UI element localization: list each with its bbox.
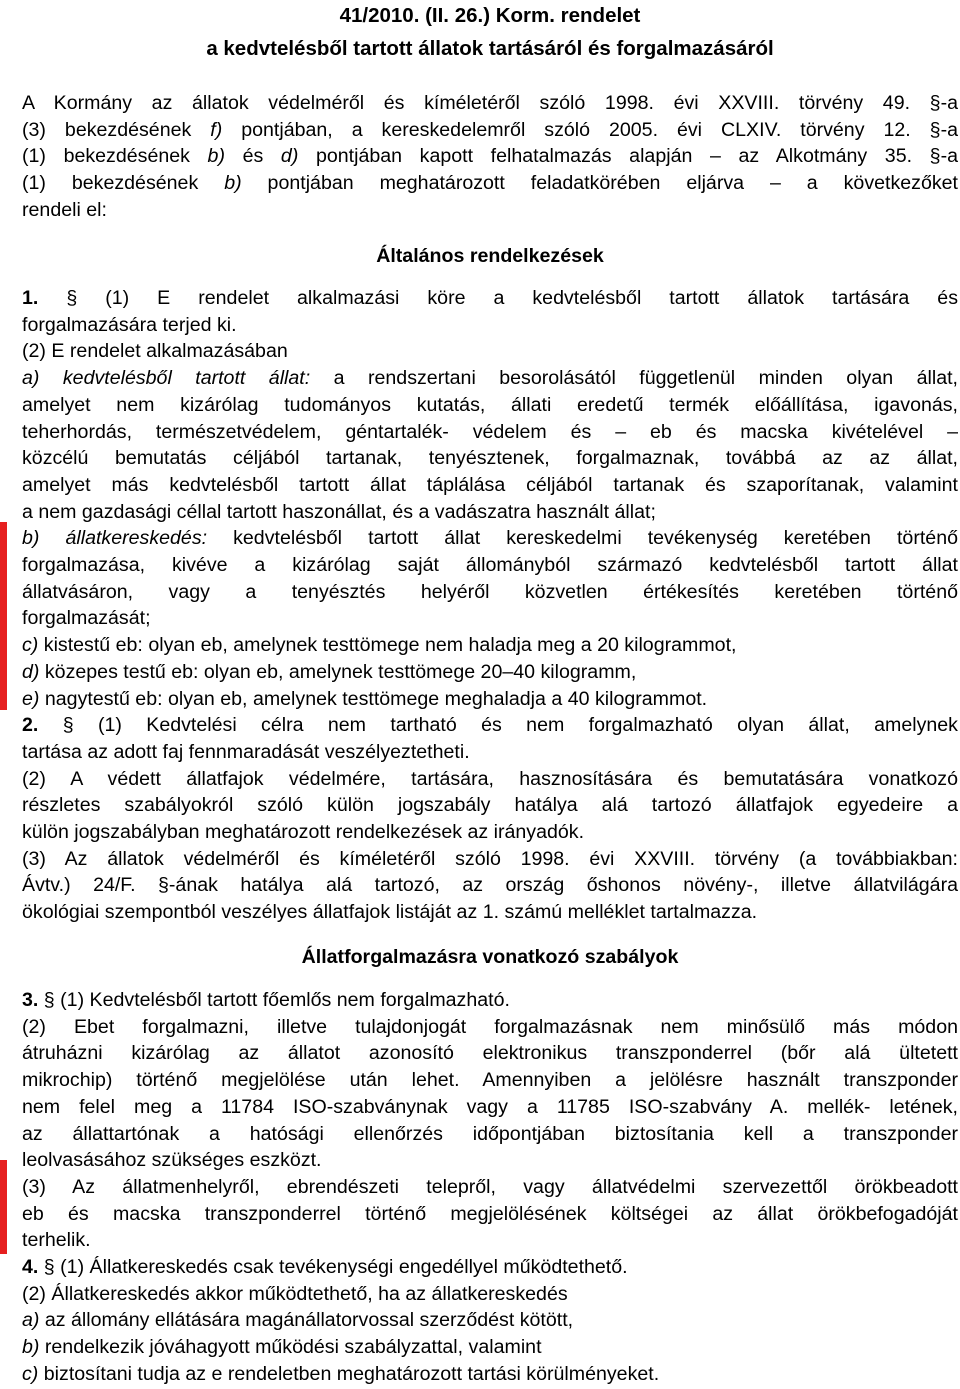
paragraph-line: 4. § (1) Állatkereskedés csak tevékenységi engedéllyel működtethető.	[22, 1256, 628, 1278]
paragraph-line: amelyet más kedvtelésből tartott állat táplálása céljából tartanak és szaporítanak, valamint	[22, 473, 958, 496]
paragraph-line: 1. § (1) E rendelet alkalmazási köre a kedvtelésből tartott állatok tartására és	[22, 287, 959, 309]
paragraph-line: terhelik.	[22, 1229, 91, 1252]
paragraph-line: (3) Az állatok védelméről és kíméletéről szóló 1998. évi XXVIII. törvény (a továbbiakban:	[22, 847, 958, 870]
paragraph-line: b) rendelkezik jóváhagyott működési szabályzattal, valamint	[22, 1336, 542, 1359]
paragraph-line: külön jogszabályban meghatározott rendelkezések az irányadók.	[22, 821, 585, 843]
preamble-line: (3) bekezdésének f) pontjában, a kereskedelemről szóló 2005. évi CLXIV. törvény 12. §-a	[22, 118, 959, 141]
paragraph-line: az állattartónak a hatósági ellenőrzés időpontjában biztosítania kell a transzponder	[22, 1122, 958, 1145]
paragraph-line: a) kedvtelésből tartott állat: a rendszertani besorolásától függetlenül minden olyan állat,	[22, 367, 958, 390]
paragraph-line: b) állatkereskedés: kedvtelésből tartott állat kereskedelmi tevékenység keretében történő	[22, 527, 958, 550]
paragraph-line: (2) Állatkereskedés akkor működtethető, ha az állatkereskedés	[22, 1282, 568, 1305]
paragraph-line: teherhordás, természetvédelem, géntartalék- védelem és – eb és macska kivételével –	[22, 420, 958, 443]
paragraph-line: közcélú bemutatás céljából tartanak, tenyésztenek, forgalmaznak, továbbá az az állat,	[22, 447, 958, 470]
paragraph-line: eb és macska transzponderrel történő megjelölésének költségei az állat örökbefogadóját	[22, 1202, 958, 1225]
paragraph-line: leolvasásához szükséges eszközt.	[22, 1149, 322, 1172]
preamble-line: rendeli el:	[22, 198, 107, 221]
paragraph-line: mikrochip) történő megjelölése után lehet. Amennyiben a jelölésre használt transzponder	[22, 1069, 958, 1092]
paragraph-line: forgalmazását;	[22, 607, 151, 630]
paragraph-line: 3. § (1) Kedvtelésből tartott főemlős nem forgalmazható.	[22, 989, 510, 1011]
paragraph-line: a) az állomány ellátására magánállatorvossal szerződést kötött,	[22, 1309, 574, 1332]
paragraph-line: (2) Ebet forgalmazni, illetve tulajdonjogát forgalmazásnak nem minősülő más módon	[22, 1015, 958, 1038]
paragraph-line: állatvásáron, vagy a tenyésztés helyéről közvetlen értékesítés keretében történő	[22, 580, 958, 603]
paragraph-line: amelyet nem kizárólag tudományos kutatás, állati eredetű termék előállítása, igavonás,	[22, 393, 958, 416]
paragraph-line: c) kistestű eb: olyan eb, amelynek testtömege nem haladja meg a 20 kilogrammot,	[22, 634, 737, 657]
document-title: 41/2010. (II. 26.) Korm. rendelet	[339, 4, 641, 27]
paragraph-line: forgalmazására terjed ki.	[22, 313, 237, 336]
paragraph-line: nem felel meg a 11784 ISO-szabványnak vagy a 11785 ISO-szabvány A. mellék- letének,	[22, 1095, 958, 1118]
preamble-line: A Kormány az állatok védelméről és kíméletéről szóló 1998. évi XXVIII. törvény 49. §-a	[22, 92, 958, 114]
paragraph-line: (3) Az állatmenhelyről, ebrendészeti telepről, vagy állatvédelmi szervezettől örökbeadott	[22, 1175, 958, 1198]
paragraph-line: forgalmazása, kivéve a kizárólag saját állományból származó kedvtelésből tartott állat	[22, 554, 958, 576]
preamble-line: (1) bekezdésének b) és d) pontjában kapott felhatalmazás alapján – az Alkotmány 35. §-a	[22, 145, 958, 168]
paragraph-line: ökológiai szempontból veszélyes állatfajok listáját az 1. számú melléklet tartalmazza.	[22, 901, 758, 924]
heading-general-provisions: Általános rendelkezések	[376, 245, 604, 267]
paragraph-line: e) nagytestű eb: olyan eb, amelynek testtömege meghaladja a 40 kilogrammot.	[22, 687, 708, 710]
preamble-line: (1) bekezdésének b) pontjában meghatározott feladatkörében eljárva – a következőket	[22, 172, 958, 195]
paragraph-line: a nem gazdasági céllal tartott haszonállat, és a vadászatra használt állat;	[22, 500, 656, 523]
paragraph-line: Ávtv.) 24/F. §-ának hatálya alá tartozó, az ország őshonos növény-, illetve állatvilágára	[22, 874, 958, 897]
paragraph-line: átruházni kizárólag az állatot azonosító elektronikus transzponderrel (bőr alá ültetett	[22, 1042, 958, 1065]
paragraph-line: (2) E rendelet alkalmazásában	[22, 340, 288, 363]
paragraph-line: d) közepes testű eb: olyan eb, amelynek testtömege 20–40 kilogramm,	[22, 660, 637, 683]
change-marker-bar	[0, 522, 7, 710]
heading-trade-rules: Állatforgalmazásra vonatkozó szabályok	[301, 946, 679, 968]
change-marker-bar	[0, 1160, 7, 1254]
paragraph-line: részletes szabályokról szóló külön jogszabály hatálya alá tartozó állatfajok egyedeire a	[22, 794, 958, 817]
paragraph-line: c) biztosítani tudja az e rendeletben meghatározott tartási körülményeket.	[22, 1362, 660, 1385]
paragraph-line: tartása az adott faj fennmaradását veszélyeztetheti.	[22, 740, 470, 763]
document-subtitle: a kedvtelésből tartott állatok tartásáról és forgalmazásáról	[206, 37, 774, 60]
paragraph-line: (2) A védett állatfajok védelmére, tartására, hasznosítására és bemutatására vonatkozó	[22, 767, 958, 790]
paragraph-line: 2. § (1) Kedvtelési célra nem tartható és nem forgalmazható olyan állat, amelynek	[22, 714, 958, 737]
